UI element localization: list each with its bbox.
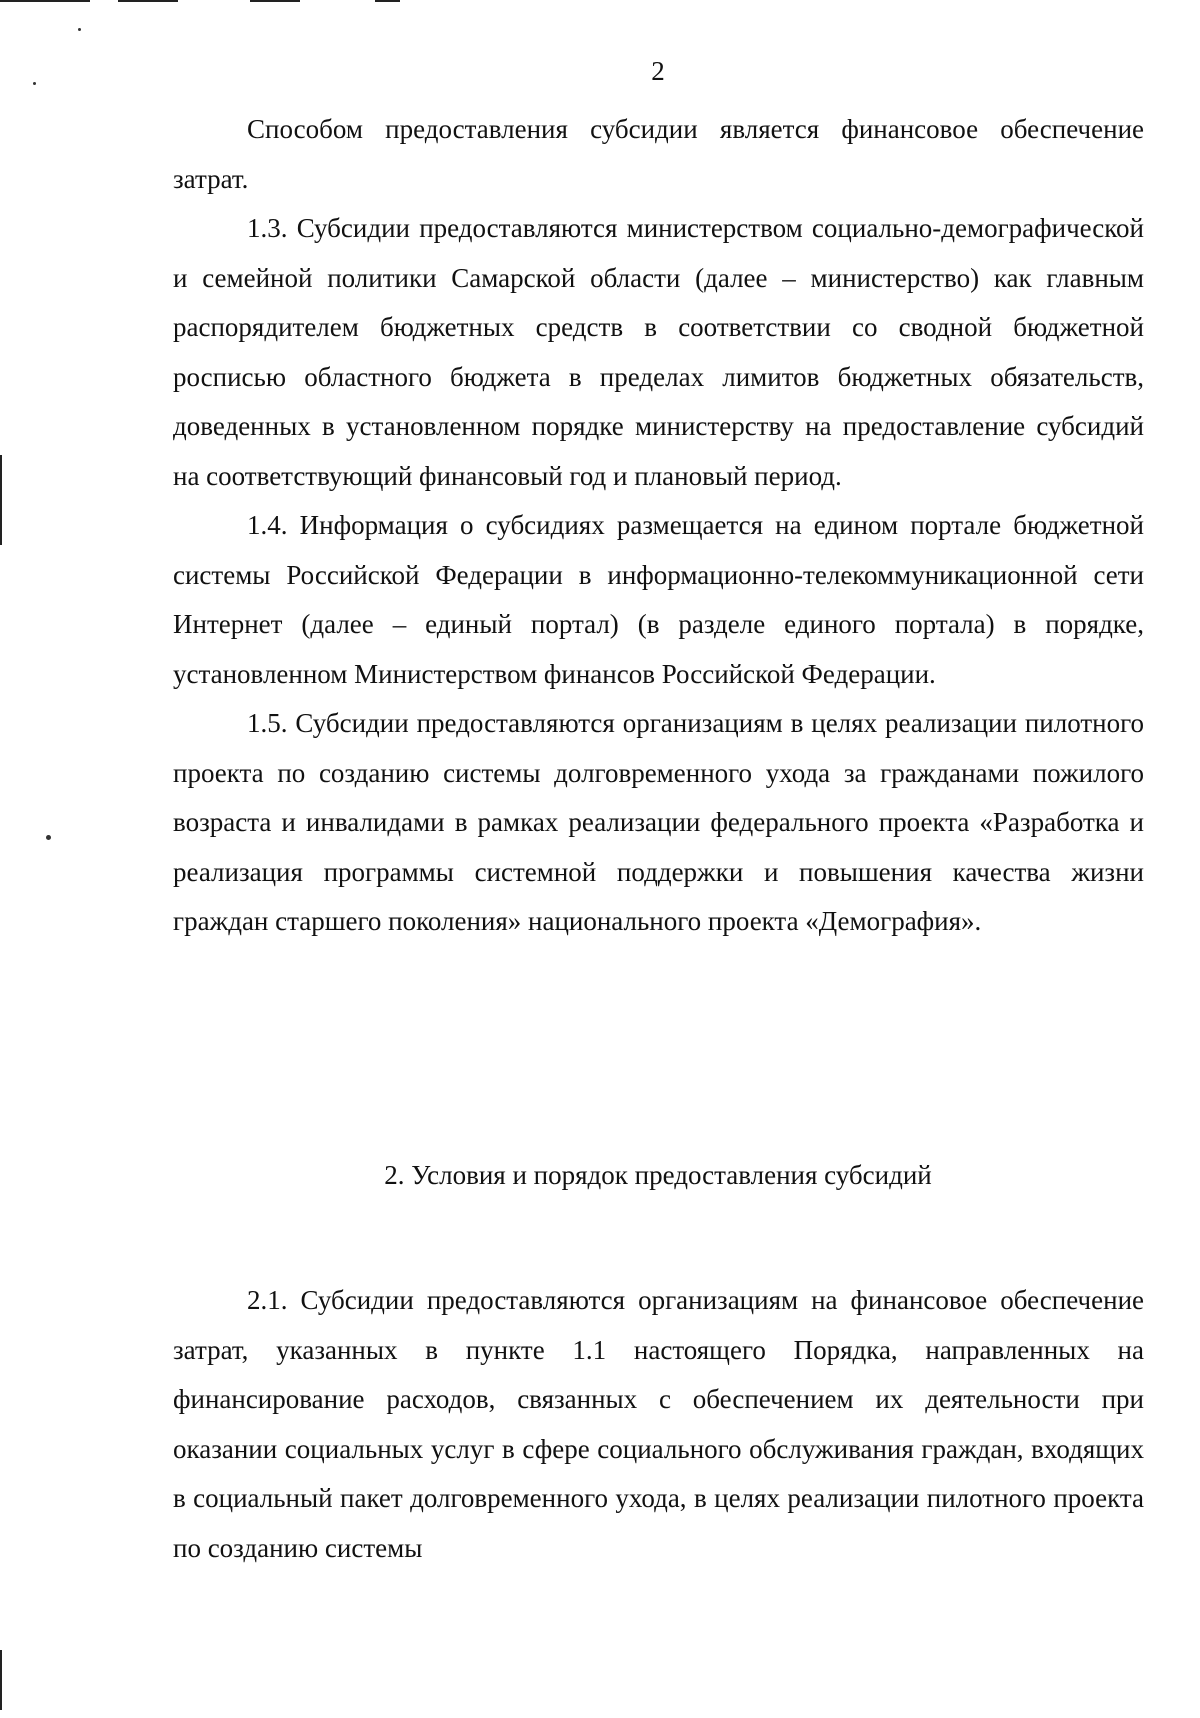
section-heading: 2. Условия и порядок предоставления субсидий	[384, 1160, 932, 1190]
body-text-top	[173, 105, 1144, 947]
paragraph-1-5: 1.5. Субсидии предоставляются организациям в целях реализации пилотного проекта по созданию системы долговременного ухода за гражданами пожилого возраста и инвалидами в рамках реализации федерального проекта «Разработка и реализация программы системной поддержки и повышения качества жизни граждан старшего поколения» национального проекта «Демография».	[173, 708, 1144, 936]
body-text-bottom	[173, 1276, 1144, 1573]
scan-edge-mark	[375, 0, 400, 2]
scan-speck	[46, 835, 51, 840]
scan-edge-mark	[0, 455, 2, 545]
paragraph-2-1: 2.1. Субсидии предоставляются организациям на финансовое обеспечение затрат, указанных в пункте 1.1 настоящего Порядка, направленных на финансирование расходов, связанных с обеспечением их деятельности при оказании социальных услуг в сфере социального обслуживания граждан, входящих в социальный пакет долговременного ухода, в целях реализации пилотного проекта по созданию системы	[173, 1285, 1144, 1563]
scan-speck	[78, 28, 81, 31]
paragraph-1-4: 1.4. Информация о субсидиях размещается на едином портале бюджетной системы Российской Федерации в информационно-телекоммуникационной сети Интернет (далее – единый портал) (в разделе единого портала) в порядке, установленном Министерством финансов Российской Федерации.	[173, 510, 1144, 689]
page-number: 2	[651, 56, 665, 86]
scan-edge-mark	[118, 0, 178, 2]
paragraph-subsidy-method: Способом предоставления субсидии является финансовое обеспечение затрат.	[173, 114, 1144, 194]
paragraph-1-3: 1.3. Субсидии предоставляются министерством социально-демографической и семейной политики Самарской области (далее – министерство) как главным распорядителем бюджетных средств в соответствии со сводной бюджетной росписью областного бюджета в пределах лимитов бюджетных обязательств, доведенных в установленном порядке министерству на предоставление субсидий на соответствующий финансовый год и плановый период.	[173, 213, 1144, 491]
scan-edge-mark	[250, 0, 300, 2]
scan-edge-mark	[0, 0, 90, 2]
scan-edge-mark	[0, 1650, 2, 1710]
